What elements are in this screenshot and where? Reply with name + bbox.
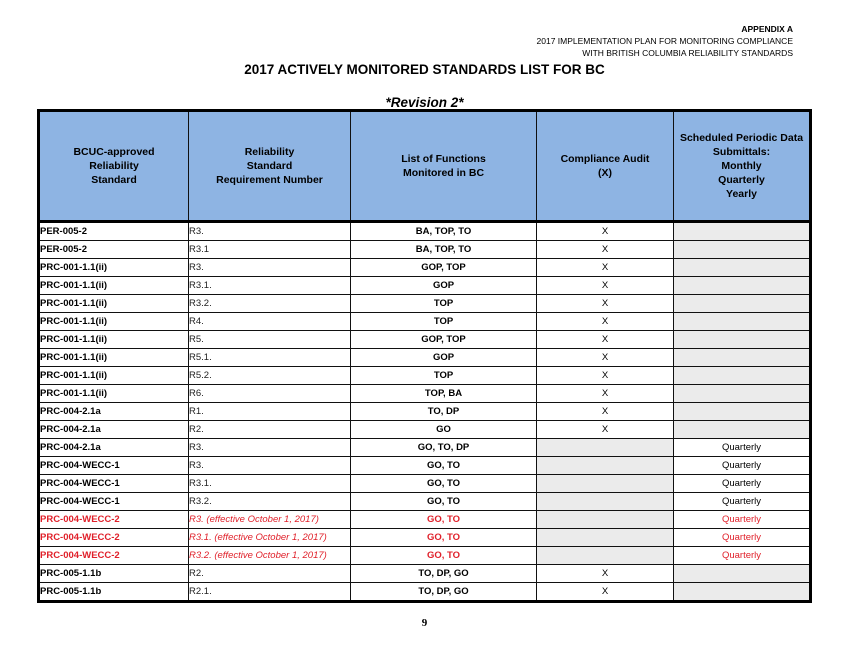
- cell-audit: X: [537, 222, 674, 241]
- cell-submittal: [674, 349, 811, 367]
- table-header-row: [39, 111, 811, 222]
- table-row: [39, 475, 811, 493]
- cell-submittal: Quarterly: [674, 493, 811, 511]
- header-line-2: WITH BRITISH COLUMBIA RELIABILITY STANDARDS: [582, 48, 793, 58]
- cell-submittal: Quarterly: [674, 439, 811, 457]
- cell-functions: GO: [351, 421, 537, 439]
- table-row: [39, 439, 811, 457]
- cell-audit: X: [537, 385, 674, 403]
- cell-requirement: R3.2.: [189, 493, 351, 511]
- header-text-line: Requirement Number: [216, 174, 323, 186]
- cell-functions: GO, TO: [351, 529, 537, 547]
- cell-standard: PRC-004-WECC-1: [39, 475, 189, 493]
- cell-functions: TOP: [351, 313, 537, 331]
- table-row: [39, 547, 811, 565]
- table-row: [39, 222, 811, 241]
- header-text-line: Reliability: [244, 146, 295, 158]
- cell-functions: GOP: [351, 277, 537, 295]
- table-body: [39, 222, 811, 602]
- cell-functions: BA, TOP, TO: [351, 222, 537, 241]
- cell-requirement: R3.1: [189, 241, 351, 259]
- cell-audit: X: [537, 565, 674, 583]
- cell-standard: PRC-001-1.1(ii): [39, 385, 189, 403]
- cell-requirement: R2.1.: [189, 583, 351, 602]
- cell-submittal: Quarterly: [674, 547, 811, 565]
- document-header: [537, 23, 793, 59]
- cell-standard: PRC-001-1.1(ii): [39, 313, 189, 331]
- table-row: [39, 493, 811, 511]
- cell-requirement: R3.: [189, 259, 351, 277]
- page-number: 9: [421, 617, 428, 629]
- cell-requirement: R3.1.: [189, 277, 351, 295]
- header-text-line: Scheduled Periodic Data: [679, 132, 804, 144]
- cell-submittal: [674, 222, 811, 241]
- header-text-line: Monthly: [721, 160, 762, 172]
- cell-submittal: Quarterly: [674, 511, 811, 529]
- cell-submittal: [674, 295, 811, 313]
- cell-standard: PRC-004-2.1a: [39, 439, 189, 457]
- cell-audit: X: [537, 313, 674, 331]
- header-text-line: Yearly: [726, 188, 757, 200]
- cell-requirement: R5.: [189, 331, 351, 349]
- cell-functions: GO, TO: [351, 511, 537, 529]
- table-row: [39, 331, 811, 349]
- cell-standard: PRC-004-WECC-1: [39, 493, 189, 511]
- cell-requirement: R3.1. (effective October 1, 2017): [189, 529, 351, 547]
- cell-submittal: Quarterly: [674, 529, 811, 547]
- header-text-line: BCUC-approved: [73, 146, 155, 158]
- cell-requirement: R3.: [189, 439, 351, 457]
- cell-standard: PRC-001-1.1(ii): [39, 331, 189, 349]
- standards-table: [37, 109, 812, 603]
- cell-requirement: R2.: [189, 421, 351, 439]
- table-row: [39, 529, 811, 547]
- table-row: [39, 367, 811, 385]
- cell-audit: [537, 493, 674, 511]
- cell-standard: PRC-004-WECC-2: [39, 547, 189, 565]
- table-row: [39, 511, 811, 529]
- header-functions: [351, 111, 537, 222]
- cell-standard: PRC-004-WECC-1: [39, 457, 189, 475]
- header-text-line: Standard: [91, 174, 137, 186]
- cell-submittal: [674, 259, 811, 277]
- cell-standard: PER-005-2: [39, 241, 189, 259]
- cell-functions: TO, DP: [351, 403, 537, 421]
- cell-requirement: R2.: [189, 565, 351, 583]
- cell-functions: TO, DP, GO: [351, 565, 537, 583]
- cell-requirement: R3.2.: [189, 295, 351, 313]
- cell-requirement: R3.1.: [189, 475, 351, 493]
- cell-functions: GO, TO: [351, 475, 537, 493]
- cell-submittal: [674, 241, 811, 259]
- cell-requirement: R3. (effective October 1, 2017): [189, 511, 351, 529]
- header-requirement: [189, 111, 351, 222]
- header-audit: [537, 111, 674, 222]
- cell-functions: TO, DP, GO: [351, 583, 537, 602]
- header-submittals: [674, 111, 811, 222]
- cell-functions: GO, TO: [351, 457, 537, 475]
- cell-functions: GOP, TOP: [351, 331, 537, 349]
- cell-standard: PRC-004-WECC-2: [39, 511, 189, 529]
- cell-standard: PRC-001-1.1(ii): [39, 295, 189, 313]
- cell-functions: GO, TO: [351, 547, 537, 565]
- cell-requirement: R3.: [189, 457, 351, 475]
- table-row: [39, 565, 811, 583]
- header-text-line: Monitored in BC: [402, 167, 485, 179]
- header-text-line: (X): [598, 167, 612, 179]
- header-line-1: 2017 IMPLEMENTATION PLAN FOR MONITORING COMPLIANCE: [536, 36, 793, 46]
- cell-submittal: [674, 277, 811, 295]
- cell-standard: PRC-005-1.1b: [39, 565, 189, 583]
- cell-audit: X: [537, 241, 674, 259]
- cell-standard: PRC-004-2.1a: [39, 421, 189, 439]
- table-row: [39, 457, 811, 475]
- cell-functions: BA, TOP, TO: [351, 241, 537, 259]
- table-row: [39, 385, 811, 403]
- header-text-line: List of Functions: [401, 153, 486, 165]
- table-row: [39, 349, 811, 367]
- cell-audit: [537, 475, 674, 493]
- table-row: [39, 241, 811, 259]
- cell-requirement: R1.: [189, 403, 351, 421]
- cell-audit: [537, 547, 674, 565]
- page-title: 2017 ACTIVELY MONITORED STANDARDS LIST FOR BC: [244, 62, 605, 77]
- table-row: [39, 421, 811, 439]
- cell-audit: [537, 511, 674, 529]
- cell-submittal: Quarterly: [674, 457, 811, 475]
- cell-functions: TOP: [351, 295, 537, 313]
- cell-audit: X: [537, 403, 674, 421]
- cell-standard: PRC-004-WECC-2: [39, 529, 189, 547]
- table-row: [39, 403, 811, 421]
- cell-standard: PER-005-2: [39, 222, 189, 241]
- header-text-line: Submittals:: [712, 146, 771, 158]
- cell-functions: GO, TO, DP: [351, 439, 537, 457]
- cell-audit: [537, 439, 674, 457]
- cell-functions: GO, TO: [351, 493, 537, 511]
- cell-submittal: [674, 421, 811, 439]
- cell-audit: X: [537, 583, 674, 602]
- cell-submittal: [674, 331, 811, 349]
- cell-functions: GOP: [351, 349, 537, 367]
- cell-submittal: [674, 385, 811, 403]
- cell-standard: PRC-001-1.1(ii): [39, 277, 189, 295]
- header-text-line: Standard: [246, 160, 293, 172]
- cell-audit: X: [537, 277, 674, 295]
- table-row: [39, 295, 811, 313]
- cell-submittal: [674, 313, 811, 331]
- cell-standard: PRC-001-1.1(ii): [39, 367, 189, 385]
- cell-standard: PRC-004-2.1a: [39, 403, 189, 421]
- cell-requirement: R4.: [189, 313, 351, 331]
- cell-audit: [537, 457, 674, 475]
- cell-functions: GOP, TOP: [351, 259, 537, 277]
- appendix-label: APPENDIX A: [741, 24, 793, 34]
- cell-submittal: [674, 403, 811, 421]
- cell-audit: X: [537, 295, 674, 313]
- cell-requirement: R5.1.: [189, 349, 351, 367]
- cell-requirement: R3.2. (effective October 1, 2017): [189, 547, 351, 565]
- cell-submittal: Quarterly: [674, 475, 811, 493]
- table-row: [39, 583, 811, 602]
- cell-audit: [537, 529, 674, 547]
- header-text-line: Reliability: [89, 160, 139, 172]
- cell-requirement: R5.2.: [189, 367, 351, 385]
- cell-submittal: [674, 367, 811, 385]
- cell-standard: PRC-001-1.1(ii): [39, 349, 189, 367]
- cell-standard: PRC-001-1.1(ii): [39, 259, 189, 277]
- cell-functions: TOP: [351, 367, 537, 385]
- cell-requirement: R3.: [189, 222, 351, 241]
- cell-audit: X: [537, 349, 674, 367]
- cell-audit: X: [537, 259, 674, 277]
- cell-audit: X: [537, 421, 674, 439]
- cell-audit: X: [537, 331, 674, 349]
- cell-functions: TOP, BA: [351, 385, 537, 403]
- header-standard: [39, 111, 189, 222]
- revision-label: *Revision 2*: [385, 95, 464, 110]
- table-row: [39, 313, 811, 331]
- cell-submittal: [674, 565, 811, 583]
- header-text-line: Compliance Audit: [560, 153, 650, 165]
- table-row: [39, 277, 811, 295]
- table-row: [39, 259, 811, 277]
- header-text-line: Quarterly: [718, 174, 765, 186]
- cell-audit: X: [537, 367, 674, 385]
- cell-submittal: [674, 583, 811, 602]
- cell-requirement: R6.: [189, 385, 351, 403]
- cell-standard: PRC-005-1.1b: [39, 583, 189, 602]
